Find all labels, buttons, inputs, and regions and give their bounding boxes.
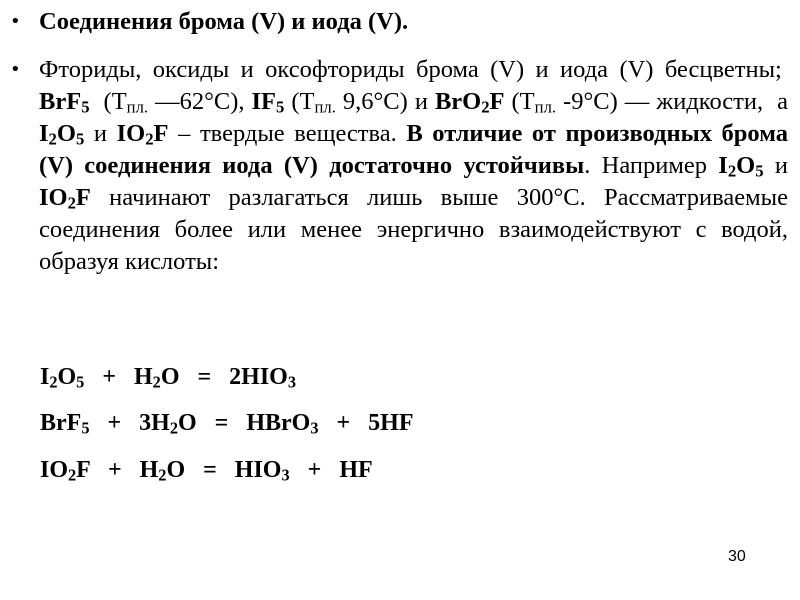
equation-3: $IO_2F + H_2O = HIO_3$ + HF (40, 457, 373, 485)
bullet-paragraph (10, 54, 788, 278)
bullet-icon: • (10, 11, 21, 32)
bullet-icon: • (10, 59, 21, 80)
page-number: 30 (728, 548, 746, 565)
slide-heading: Соединения брома (V) и иода (V). (39, 8, 409, 35)
bullet-heading (10, 6, 788, 38)
equation-1: $I_2O_5 + H_2O = 2HIO_3$ (40, 364, 297, 392)
body-paragraph: Фториды, оксиды и оксофториды брома (V) и иода (V) бесцветны; BrF$_5$ ($Т_{пл.}$ —62°С), $IF_5$ ($Т_{пл.}$ 9,6°С) и BrO$_2$F ($Т_{пл.}$ -9°С) — жидкости, а $I_2O_5$ и $IO_2F$ – твердые вещества. В отличие от производных брома (V) соединения иода (V) достаточно устойчивы. Например $I_2O_5$ и $IO_2F$ начинают разлагаться лишь выше 300°С. Рассматриваемые соединения более или менее энергично взаимодействуют с водой, образуя кислоты: (39, 56, 789, 275)
equation-2: $BrF_5 + 3H_2O$ = HBrO$_3$ + 5HF (40, 410, 414, 438)
